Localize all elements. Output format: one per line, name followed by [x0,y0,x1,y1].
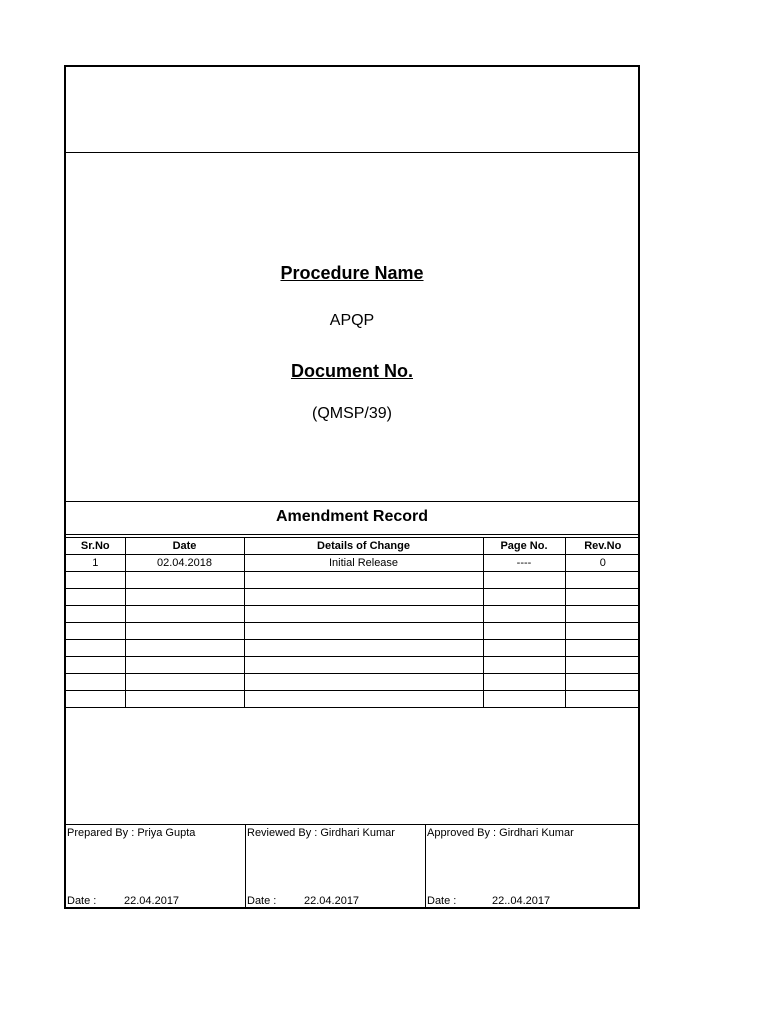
amendment-header-row [66,538,640,555]
cell-details: Initial Release [244,555,483,572]
prepared-by-cell [66,825,245,909]
cell-details [244,589,483,606]
prepared-date-label: Date : [67,895,97,907]
cell-date [125,640,244,657]
col-header-date: Date [125,538,244,555]
cell-details [244,640,483,657]
table-row [66,657,640,674]
cell-rev-no [565,572,640,589]
amendment-table [66,537,640,708]
cell-details [244,674,483,691]
document-no-heading: Document No. [290,361,413,381]
table-row [66,674,640,691]
reviewed-by-cell [245,825,425,909]
cell-page-no [483,674,565,691]
col-header-page-no: Page No. [483,538,565,555]
table-row [66,555,640,572]
cell-date [125,623,244,640]
cell-page-no [483,657,565,674]
cell-sr-no [66,674,125,691]
cell-date [125,606,244,623]
cell-sr-no [66,691,125,708]
document-page [64,65,640,909]
approved-date-value: 22..04.2017 [492,895,551,907]
table-row [66,606,640,623]
cell-details [244,572,483,589]
cell-page-no [483,691,565,708]
col-header-sr-no: Sr.No [66,538,125,555]
header-box [66,67,638,153]
cell-rev-no [565,589,640,606]
cell-page-no [483,623,565,640]
cell-date [125,674,244,691]
cell-page-no [483,572,565,589]
cell-date [125,589,244,606]
prepared-by-label: Prepared By : Priya Gupta [67,827,196,839]
cell-sr-no [66,657,125,674]
cell-sr-no: 1 [66,555,125,572]
cell-sr-no [66,606,125,623]
cell-details [244,623,483,640]
col-header-rev-no: Rev.No [565,538,640,555]
title-block [66,153,638,501]
procedure-name-value: APQP [329,312,375,329]
reviewed-date-label: Date : [247,895,277,907]
procedure-name-heading: Procedure Name [280,263,424,283]
cell-date [125,572,244,589]
reviewed-by-label: Reviewed By : Girdhari Kumar [247,827,395,839]
approved-by-cell [425,825,638,909]
cell-rev-no [565,623,640,640]
table-row [66,640,640,657]
cell-details [244,606,483,623]
cell-details [244,657,483,674]
cell-date [125,691,244,708]
cell-page-no: ---- [483,555,565,572]
cell-details [244,691,483,708]
cell-sr-no [66,640,125,657]
cell-page-no [483,589,565,606]
cell-rev-no [565,674,640,691]
table-row [66,623,640,640]
cell-rev-no [565,606,640,623]
cell-sr-no [66,623,125,640]
cell-date [125,657,244,674]
cell-page-no [483,606,565,623]
cell-sr-no [66,589,125,606]
table-row [66,589,640,606]
cell-rev-no [565,691,640,708]
col-header-details: Details of Change [244,538,483,555]
reviewed-date-value: 22.04.2017 [304,895,360,907]
cell-rev-no [565,657,640,674]
cell-rev-no [565,640,640,657]
table-row [66,572,640,589]
document-no-value: (QMSP/39) [311,405,392,422]
prepared-date-value: 22.04.2017 [124,895,180,907]
cell-page-no [483,640,565,657]
cell-sr-no [66,572,125,589]
cell-rev-no: 0 [565,555,640,572]
cell-date: 02.04.2018 [125,555,244,572]
amendment-record-title: Amendment Record [66,501,638,535]
approved-by-label: Approved By : Girdhari Kumar [427,827,574,839]
table-row [66,691,640,708]
approved-date-label: Date : [427,895,457,907]
signoff-row [66,824,638,909]
